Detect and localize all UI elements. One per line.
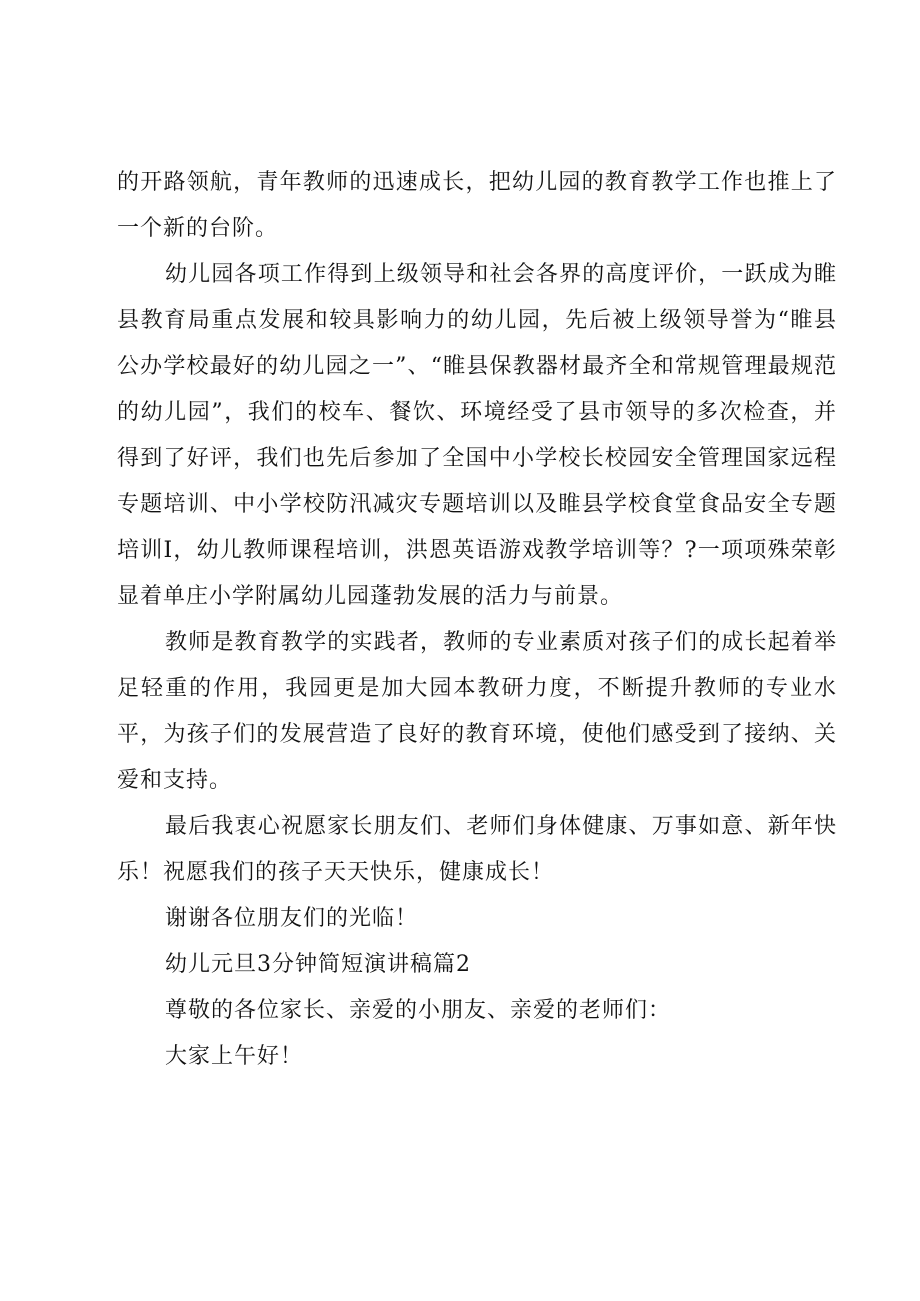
paragraph-evaluation: 幼儿园各项工作得到上级领导和社会各界的高度评价，一跃成为睢县教育局重点发展和较具影响力的幼儿园，先后被上级领导誉为“睢县公办学校最好的幼儿园之一”、“睢县保教器材最齐全和常规管理最规范的幼儿园”，我们的校车、餐饮、环境经受了县市领导的多次检查，并得到了好评，我们也先后参加了全国中小学校长校园安全管理国家远程专题培训、中小学校防汛减灾专题培训以及睢县学校食堂食品安全专题培训I，幼儿教师课程培训，洪恩英语游戏教学培训等？?一项项殊荣彰显着单庄小学附属幼儿园蓬勃发展的活力与前景。 [117,262,837,609]
document-body [117,160,837,1080]
paragraph-teachers: 教师是教育教学的实践者，教师的专业素质对孩子们的成长起着举足轻重的作用，我园更是加大园本教研力度，不断提升教师的专业水平，为孩子们的发展营造了良好的教育环境，使他们感受到了接纳、关爱和支持。 [117,630,837,793]
section-heading: 幼儿元旦3分钟简短演讲稿篇2 [165,952,471,977]
paragraph-continuation: 的开路领航，青年教师的迅速成长，把幼儿园的教育教学工作也推上了一个新的台阶。 [117,170,837,241]
paragraph-thanks: 谢谢各位朋友们的光临！ [165,906,419,931]
paragraph-salutation: 尊敬的各位家长、亲爱的小朋友、亲爱的老师们： [165,998,672,1023]
paragraph-wishes: 最后我衷心祝愿家长朋友们、老师们身体健康、万事如意、新年快乐！祝愿我们的孩子天天快乐，健康成长！ [117,814,837,885]
paragraph-greeting: 大家上午好！ [165,1044,304,1069]
